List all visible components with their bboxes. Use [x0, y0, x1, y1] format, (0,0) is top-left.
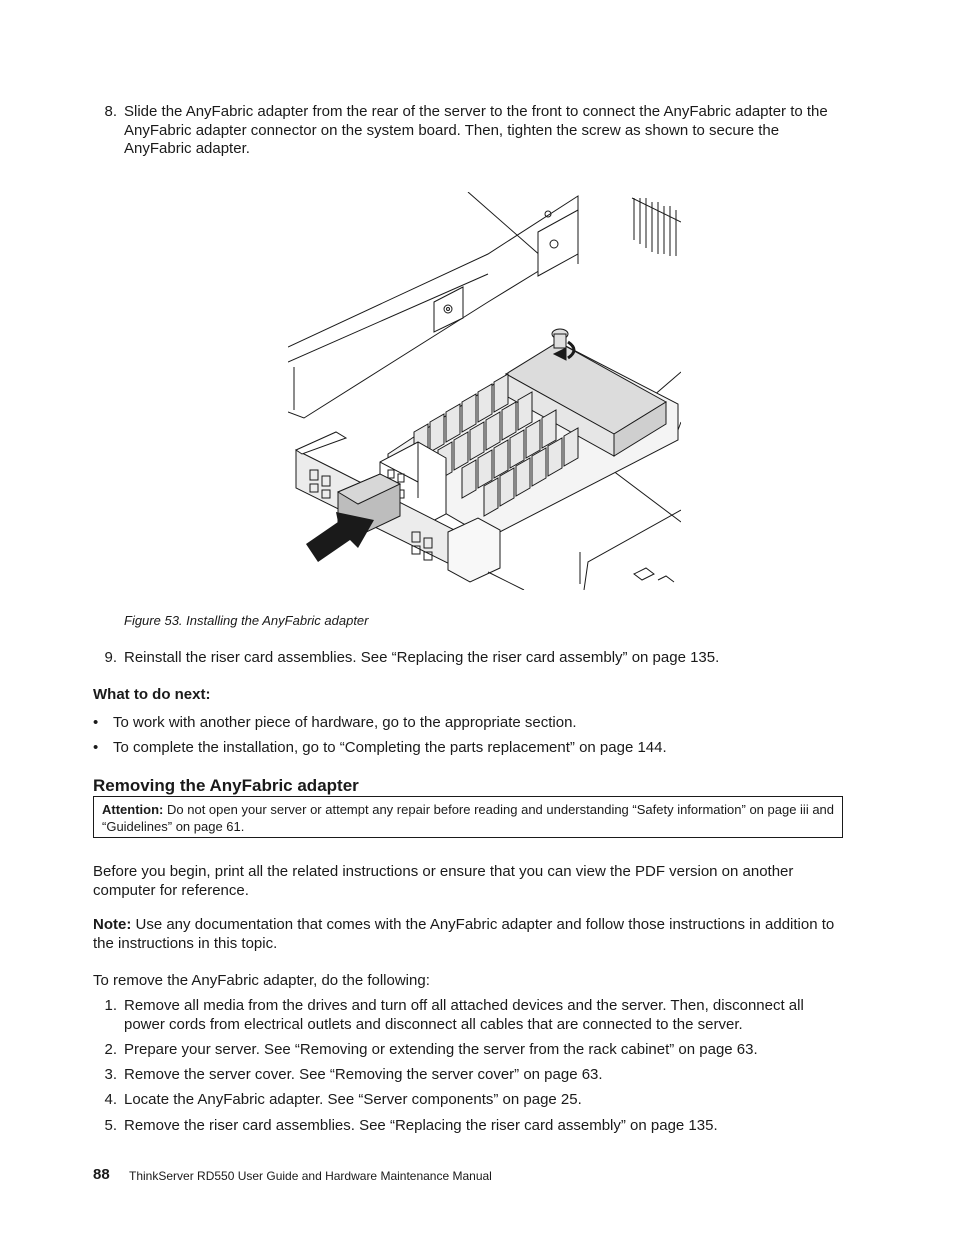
attention-box [93, 796, 843, 838]
anyfabric-install-drawing [288, 192, 681, 590]
footer-title: ThinkServer RD550 User Guide and Hardware Maintenance Manual [129, 1169, 492, 1183]
step-text: Remove the server cover. See “Removing the server cover” on page 63. [124, 1066, 603, 1083]
step-text: Reinstall the riser card assemblies. See “Replacing the riser card assembly” on page 135. [124, 649, 720, 666]
step-number: 9. [104, 649, 117, 666]
step-number: 2. [104, 1041, 117, 1058]
intro-paragraph: Before you begin, print all the related instructions or ensure that you can view the PDF version on another computer for reference. [93, 863, 794, 899]
note-text: Use any documentation that comes with the AnyFabric adapter and follow those instructions in addition to the instructions in this topic. [93, 916, 835, 952]
step-number: 5. [104, 1117, 117, 1134]
bullet-text: To complete the installation, go to “Completing the parts replacement” on page 144. [113, 739, 667, 756]
bullet-glyph: • [93, 714, 99, 731]
attention-label: Attention: [102, 802, 164, 817]
step-text: Remove all media from the drives and turn off all attached devices and the server. Then, disconnect all power cords from electrical outlets and disconnect all cables that are connected to the server. [124, 997, 804, 1033]
bullet-glyph: • [93, 739, 99, 756]
figure-illustration [288, 192, 681, 590]
bullet-text: To work with another piece of hardware, go to the appropriate section. [113, 714, 577, 731]
procedure-lead: To remove the AnyFabric adapter, do the following: [93, 972, 430, 989]
page-number: 88 [93, 1166, 110, 1183]
note-paragraph [93, 916, 845, 953]
section-title: Removing the AnyFabric adapter [93, 776, 359, 795]
note-label: Note: [93, 916, 132, 933]
step-number: 1. [104, 997, 117, 1014]
what-next-heading: What to do next: [93, 686, 211, 703]
step-number: 3. [104, 1066, 117, 1083]
step-number: 4. [104, 1091, 117, 1108]
step-number: 8. [104, 103, 117, 120]
step-text: Remove the riser card assemblies. See “Replacing the riser card assembly” on page 135. [124, 1117, 718, 1134]
step-text: Locate the AnyFabric adapter. See “Server components” on page 25. [124, 1091, 582, 1108]
step-text: Slide the AnyFabric adapter from the rear of the server to the front to connect the AnyFabric adapter to the AnyFabric adapter connector on the system board. Then, tighten the screw as shown to secure the AnyFabric adapter. [124, 103, 828, 157]
step-text: Prepare your server. See “Removing or extending the server from the rack cabinet” on page 63. [124, 1041, 758, 1058]
figure-caption: Figure 53. Installing the AnyFabric adapter [124, 613, 369, 628]
attention-text: Do not open your server or attempt any repair before reading and understanding “Safety information” on page iii and “Guidelines” on page 61. [102, 802, 835, 834]
